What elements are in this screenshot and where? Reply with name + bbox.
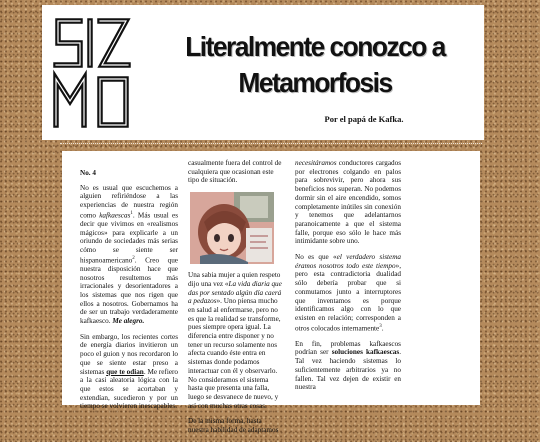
column-2	[188, 159, 284, 442]
footnote-ref: 1	[130, 210, 133, 216]
byline: Por el papá de Kafka.	[324, 114, 404, 124]
text: .	[381, 324, 384, 333]
footnote-ref: 2	[132, 255, 135, 261]
text: ». Uno piensa mucho en salud al enfermarse, pero no es que la realidad se transforme, pues siempre opera igual. La diferencia entre disponer y no tener un recurso solamente nos afecta cuando éste entra en sistemas donde podamos interactuar con él y observarlo. No consideramos el sistema hasta que presenta una falla, luego se desvanece de nuevo, y así con muchas otras cosas.	[188, 297, 281, 410]
paragraph	[188, 271, 284, 410]
text: », pero esta contradictoria dualidad sólo debería probar que si conmutamos junto a interruptores que inventamos es porque identificamos algo con lo que existen en relación; corresponden a otros colocados internamente	[295, 261, 401, 333]
text: Sin embargo, los recientes cortes de energía diarios invitieron un poco el guion y nos recordaron lo que se siente estar preso a sistemas	[80, 332, 178, 376]
issue-number: No. 4	[80, 169, 96, 177]
paragraph: casualmente fuera del control de cualquiera que ocasionan este tipo de situación.	[188, 159, 282, 185]
emphasis-text: que te odian	[106, 367, 144, 376]
logo-mark-icon	[48, 13, 136, 131]
text: En fin, problemas kafkaescos podrían ser	[295, 339, 401, 357]
bold-italic-text: Me alegro.	[112, 317, 145, 326]
page-title	[157, 29, 474, 101]
paragraph	[295, 253, 401, 333]
column-1	[80, 169, 178, 418]
paragraph: De la misma forma, hasta nuestra habilidad de adaptamos	[188, 417, 279, 435]
text: . Creo que nuestra disposición hace que nosotros resultemos más irracionales y desorientadores a los sistemas que nos rigen que ellos a nosotros. Gobernamos ha de ser un trabajo verdaderamente kafkaesco.	[80, 256, 178, 326]
illustration-image	[190, 192, 274, 264]
column-3	[295, 159, 401, 399]
title-line-1: Literalmente conozco a	[185, 31, 445, 62]
paragraph	[80, 184, 178, 326]
text: No es usual que escuchemos a alguien refiriéndose a las experiencias de nuestra región como	[80, 183, 178, 220]
paragraph	[80, 333, 178, 411]
anime-girl-illustration-icon	[190, 192, 274, 264]
title-line-2: Metamorfosis	[238, 67, 392, 98]
text: . Más usual es decir que vivimos en «realismos mágicos» para explicarle a un oriundo de sociedades más serias cómo se siente ser hispanoamericano	[80, 211, 178, 265]
bold-text: soluciones kafkaescas	[331, 348, 400, 357]
header-panel	[42, 5, 484, 140]
dotted-divider	[60, 143, 482, 144]
article-page	[62, 151, 480, 435]
footnote-ref: 3	[379, 323, 382, 329]
paragraph	[295, 340, 401, 392]
text: . Tal vez haciendo sistemas lo suficientemente arbitrarios ya no fallen. Tal vez dejen de existir en nuestra	[295, 348, 401, 392]
italic-text: necesitáramos	[295, 159, 337, 167]
text: . Me refiero a la casi aleatoria lógica con la que estos se acortaban y extendían, sucedieron y por un tiempo se volvieron inescapables.	[80, 367, 179, 411]
italic-text: kafkaescas	[99, 211, 131, 220]
text: conductores cargados por electrones colgando en palos para sobrevivir, pero ahora sus beneficios nos superan. No podemos dormir sin el aire encendido, somos completamente inútiles sin conexión y tenemos que adelantarnos paranoicamente a que el sistema falle, porque eso sólo le hace más intimidante sobre uno.	[295, 159, 401, 246]
paragraph	[295, 159, 401, 246]
text: No es que «	[295, 253, 337, 262]
sizmo-logo	[48, 13, 136, 131]
italic-quote: el verdadero sistema éramos nosotros todo este tiempo	[295, 253, 401, 270]
italic-quote: La vida diaria que das por sentado algún día caerá a pedazos	[188, 279, 282, 306]
text: Una sabia mujer a quien respeto dijo una vez «	[188, 271, 281, 288]
